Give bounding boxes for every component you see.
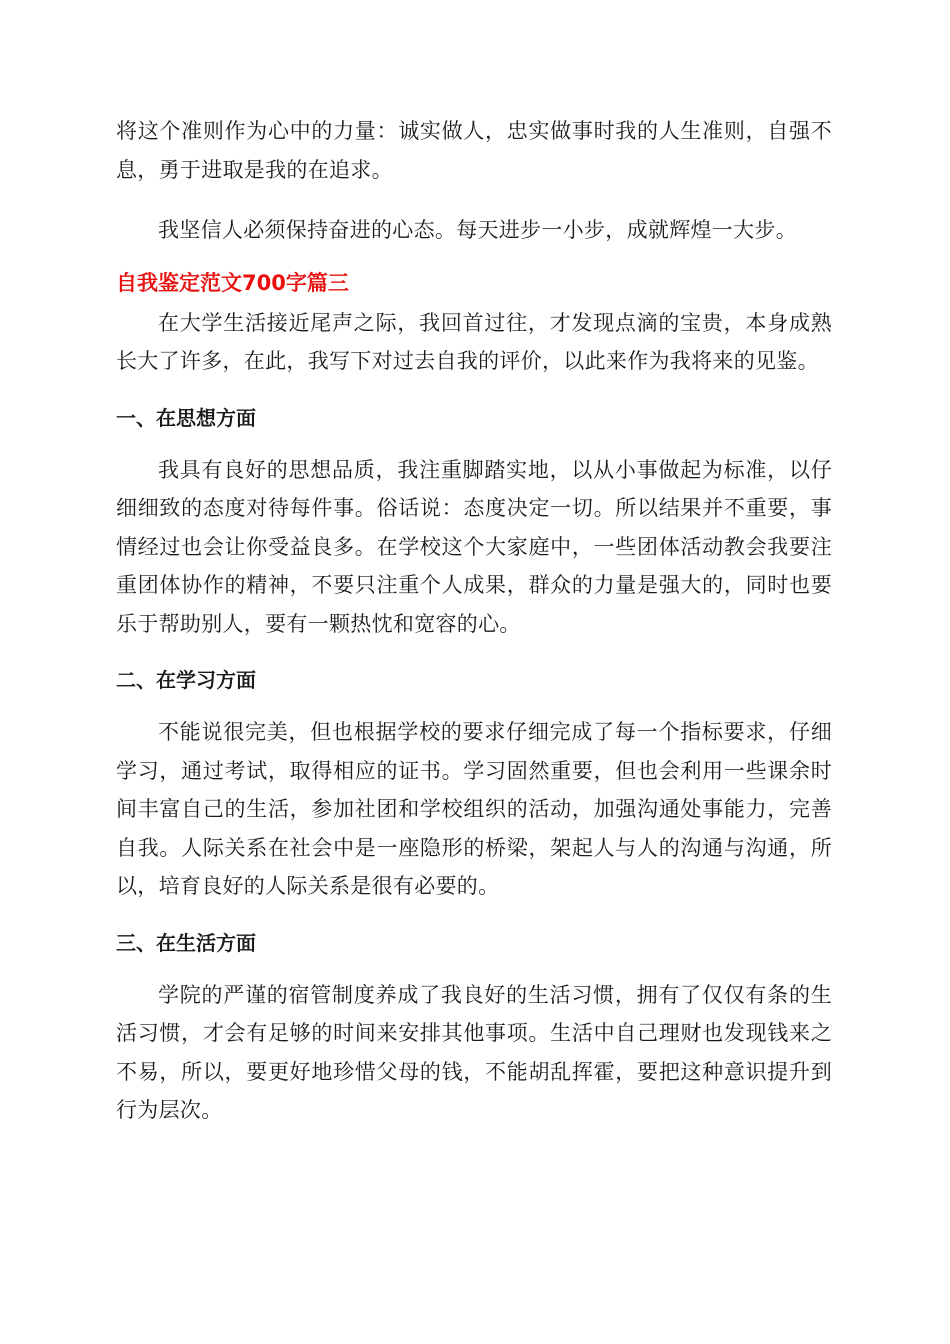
paragraph-life: 学院的严谨的宿管制度养成了我良好的生活习惯，拥有了仅仅有条的生活习惯，才会有足够的时间来安排其他事项。生活中自己理财也发现钱来之不易，所以，要更好地珍惜父母的钱，不能胡乱挥霍，要把这种意识提升到行为层次。 — [116, 982, 832, 1122]
paragraph-thought: 我具有良好的思想品质，我注重脚踏实地，以从小事做起为标准，以仔细细致的态度对待每件事。俗话说：态度决定一切。所以结果并不重要，事情经过也会让你受益良多。在学校这个大家庭中，一些团体活动教会我要注重团体协作的精神，不要只注重个人成果，群众的力量是强大的，同时也要乐于帮助别人，要有一颗热忱和宽容的心。 — [116, 457, 832, 636]
heading-study: 二、在学习方面 — [116, 668, 256, 692]
section-title: 自我鉴定范文700字篇三 — [116, 270, 349, 295]
heading-life: 三、在生活方面 — [116, 930, 256, 955]
heading-thought: 一、在思想方面 — [116, 405, 256, 430]
document-page — [116, 112, 832, 1130]
paragraph-continuation: 将这个准则作为心中的力量：诚实做人，忠实做事时我的人生准则，自强不息，勇于进取是我的在追求。 — [116, 119, 832, 182]
paragraph-belief: 我坚信人必须保持奋进的心态。每天进步一小步，成就辉煌一大步。 — [158, 218, 797, 242]
paragraph-intro: 在大学生活接近尾声之际，我回首过往，才发现点滴的宝贵，本身成熟长大了许多，在此，我写下对过去自我的评价，以此来作为我将来的见鉴。 — [116, 310, 832, 373]
paragraph-study: 不能说很完美，但也根据学校的要求仔细完成了每一个指标要求，仔细学习，通过考试，取得相应的证书。学习固然重要，但也会利用一些课余时间丰富自己的生活，参加社团和学校组织的活动，加强沟通处事能力，完善自我。人际关系在社会中是一座隐形的桥梁，架起人与人的沟通与沟通，所以，培育良好的人际关系是很有必要的。 — [116, 720, 832, 898]
